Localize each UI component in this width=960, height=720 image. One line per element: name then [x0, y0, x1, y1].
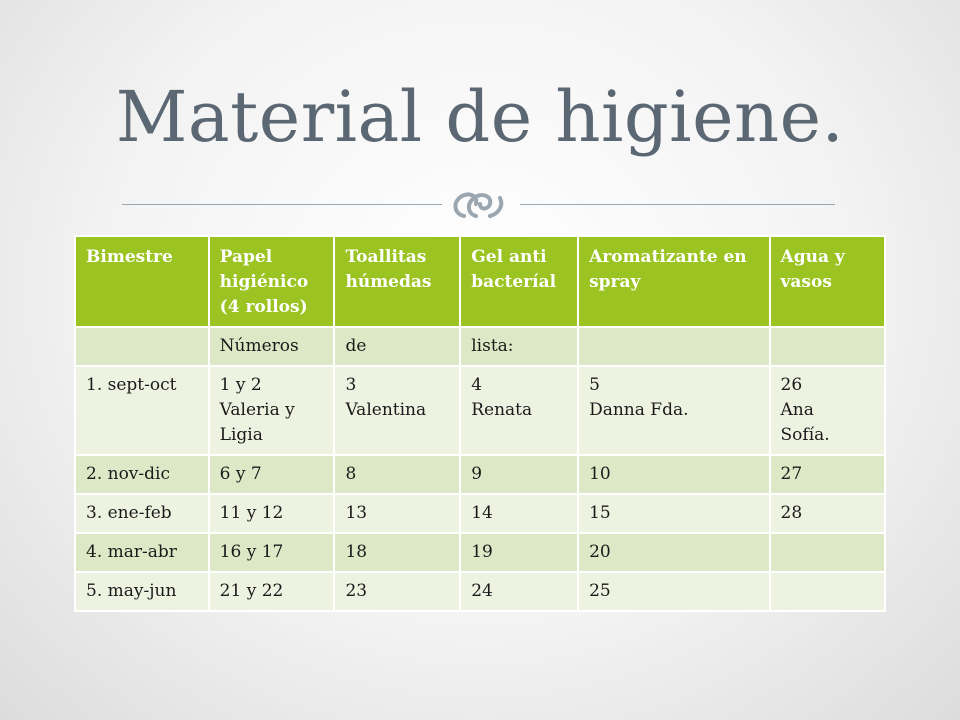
table-row: [75, 455, 885, 494]
cell-toallitas-humedas: [334, 455, 460, 494]
table-row: [75, 572, 885, 611]
hygiene-schedule-table: [74, 235, 886, 612]
cell-text: 28: [780, 503, 803, 523]
table-header-row: [75, 236, 885, 327]
cell-gel-antibacterial: [460, 327, 578, 366]
title-divider-right: [520, 204, 835, 205]
header-gel-antibacterial: Gel anti bacteríal: [460, 236, 578, 327]
cell-text: Renata: [471, 400, 533, 420]
cell-text: Valentina: [345, 400, 427, 420]
cell-text: 27: [780, 464, 803, 484]
cell-bimestre: [75, 327, 209, 366]
cell-text: 4. mar-abr: [86, 542, 177, 562]
cell-text: 8: [345, 464, 357, 484]
cell-text: 25: [589, 581, 611, 601]
cell-bimestre: [75, 366, 209, 455]
cell-agua-vasos: [770, 455, 885, 494]
cell-text: 18: [345, 542, 368, 562]
cell-aromatizante: [578, 533, 769, 572]
cell-toallitas-humedas: [334, 494, 460, 533]
cell-bimestre: [75, 494, 209, 533]
cell-bimestre: [75, 455, 209, 494]
cell-gel-antibacterial: [460, 572, 578, 611]
cell-text: Sofía.: [780, 425, 830, 445]
header-agua-vasos: Agua y vasos: [770, 236, 885, 327]
cell-aromatizante: [578, 455, 769, 494]
cell-aromatizante: [578, 494, 769, 533]
cell-text: Danna Fda.: [589, 400, 689, 420]
cell-text: 26: [780, 375, 803, 395]
cell-gel-antibacterial: [460, 533, 578, 572]
cell-papel-higienico: [209, 327, 335, 366]
cell-text: 5: [589, 375, 600, 395]
cell-text: 3. ene-feb: [86, 503, 172, 523]
cell-text: 4: [471, 375, 483, 395]
cell-text: 16 y 17: [219, 542, 284, 562]
cell-toallitas-humedas: [334, 533, 460, 572]
cell-agua-vasos: [770, 494, 885, 533]
cell-toallitas-humedas: [334, 572, 460, 611]
cell-text: 6 y 7: [219, 464, 262, 484]
cell-bimestre: [75, 533, 209, 572]
cell-text: 13: [345, 503, 368, 523]
cell-aromatizante: [578, 327, 769, 366]
title-divider-left: [122, 204, 442, 205]
table-row: [75, 366, 885, 455]
cell-gel-antibacterial: [460, 366, 578, 455]
cell-agua-vasos: [770, 366, 885, 455]
cell-text: 11 y 12: [219, 503, 284, 523]
table-row: [75, 327, 885, 366]
cell-papel-higienico: [209, 494, 335, 533]
cell-text: 1. sept-oct: [86, 375, 177, 395]
cell-aromatizante: [578, 572, 769, 611]
cell-gel-antibacterial: [460, 455, 578, 494]
cell-aromatizante: [578, 366, 769, 455]
cell-text: Valeria y: [219, 400, 295, 420]
cell-text: 19: [471, 542, 493, 562]
cell-text: lista:: [471, 336, 514, 356]
cell-gel-antibacterial: [460, 494, 578, 533]
cell-agua-vasos: [770, 572, 885, 611]
cell-text: 14: [471, 503, 493, 523]
slide-title: Material de higiene.: [115, 76, 845, 158]
cell-papel-higienico: [209, 572, 335, 611]
cell-bimestre: [75, 572, 209, 611]
cell-toallitas-humedas: [334, 366, 460, 455]
table-row: [75, 533, 885, 572]
header-bimestre: Bimestre: [75, 236, 209, 327]
cell-agua-vasos: [770, 327, 885, 366]
cell-text: 24: [471, 581, 493, 601]
cell-text: 2. nov-dic: [86, 464, 170, 484]
cell-text: de: [345, 336, 367, 356]
cell-toallitas-humedas: [334, 327, 460, 366]
cell-text: Números: [219, 336, 299, 356]
cell-text: 9: [471, 464, 483, 484]
header-papel-higienico: Papel higiénico (4 rollos): [209, 236, 335, 327]
cell-text: 3: [345, 375, 357, 395]
cell-text: 10: [589, 464, 611, 484]
cell-agua-vasos: [770, 533, 885, 572]
cell-text: 5. may-jun: [86, 581, 177, 601]
curly-ornament-icon: [446, 186, 516, 222]
cell-text: Ana: [780, 400, 814, 420]
cell-text: 21 y 22: [219, 581, 284, 601]
cell-text: 23: [345, 581, 368, 601]
cell-text: Ligia: [219, 425, 263, 445]
header-toallitas-humedas: Toallitas húmedas: [334, 236, 460, 327]
cell-papel-higienico: [209, 366, 335, 455]
cell-papel-higienico: [209, 533, 335, 572]
header-aromatizante: Aromatizante en spray: [578, 236, 769, 327]
table-row: [75, 494, 885, 533]
cell-text: 15: [589, 503, 611, 523]
cell-papel-higienico: [209, 455, 335, 494]
cell-text: 20: [589, 542, 611, 562]
cell-text: 1 y 2: [219, 375, 262, 395]
